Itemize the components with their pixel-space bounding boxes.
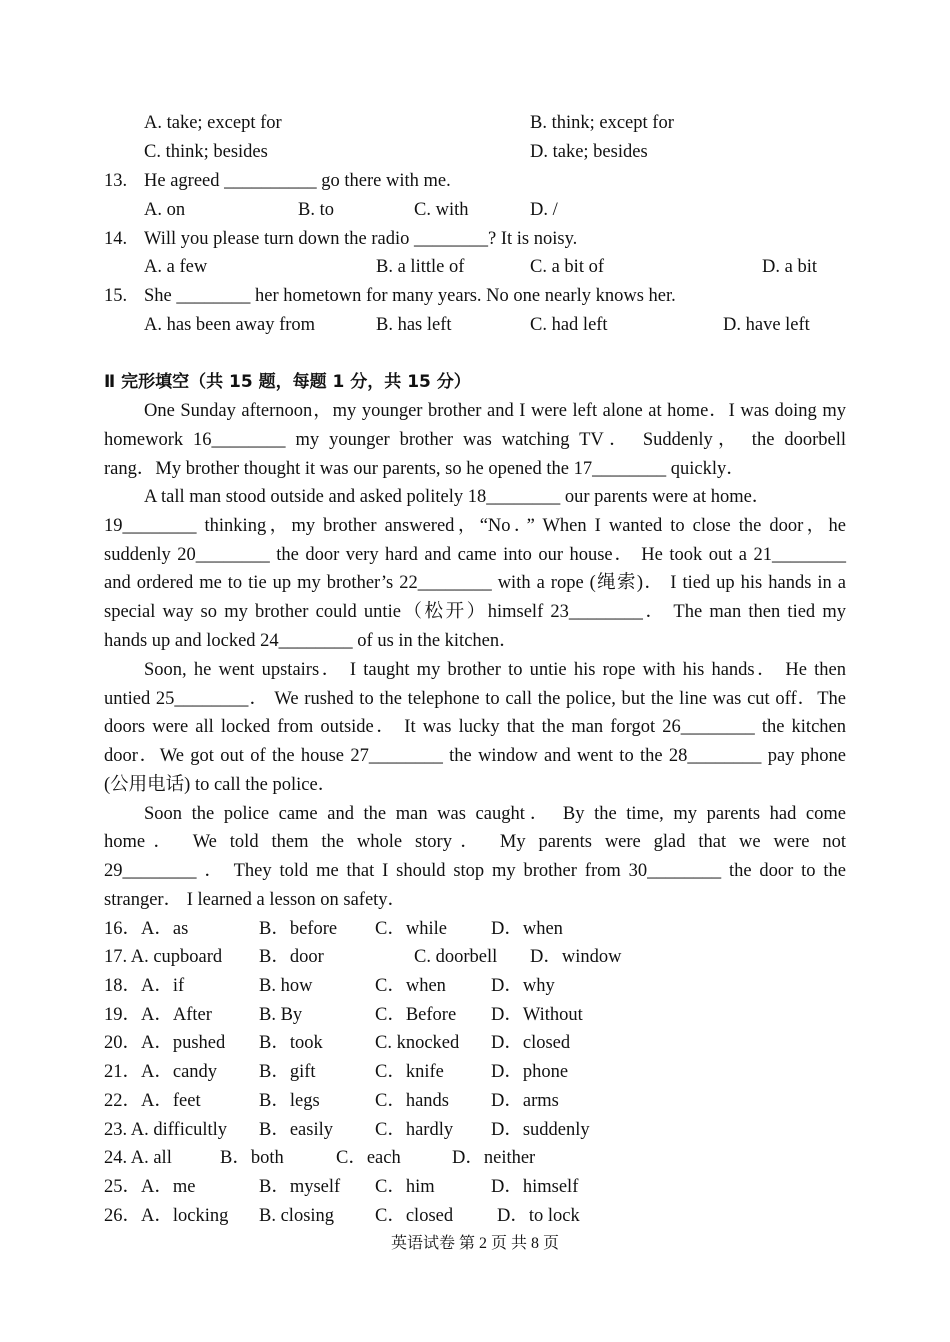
passage-line: rang．My brother thought it was our parents, so he opened the 17________ quickly． [104, 459, 745, 479]
choice-18-d: D．why [491, 976, 555, 996]
choice-18-a: 18．A．if [104, 976, 185, 996]
choice-25-b: B．myself [259, 1177, 341, 1197]
choice-20-c: C. knocked [375, 1033, 460, 1053]
choice-16-a: 16．A．as [104, 919, 189, 939]
choice-19-c: C．Before [375, 1005, 457, 1025]
choice-21-a: 21．A．candy [104, 1062, 218, 1082]
passage-line: home． We told them the whole story． My parents were glad that we were not [104, 832, 846, 852]
choice-23-c: C．hardly [375, 1120, 454, 1140]
choice-25-c: C．him [375, 1177, 435, 1197]
choice-16-d: D．when [491, 919, 563, 939]
q14-stem: Will you please turn down the radio ________? It is noisy. [144, 229, 578, 249]
page-footer: 英语试卷 第 2 页 共 8 页 [390, 1235, 559, 1252]
choice-23-b: B．easily [259, 1120, 333, 1140]
passage-line: door．We got out of the house 27________ the window and went to the 28________ pay phone [104, 746, 846, 766]
q14-option-c: C. a bit of [530, 257, 604, 277]
q12-option-b: B. think; except for [530, 113, 674, 133]
passage-line: hands up and locked 24________ of us in the kitchen． [104, 631, 518, 651]
passage-line: homework 16________ my younger brother was watching TV． Suddenly， the doorbell [104, 430, 846, 450]
choice-22-a: 22．A．feet [104, 1091, 201, 1111]
q15-option-d: D. have left [723, 315, 810, 335]
q15-option-c: C. had left [530, 315, 608, 335]
q13-stem: He agreed __________ go there with me. [144, 171, 451, 191]
passage-line: A tall man stood outside and asked politely 18________ our parents were at home． [144, 487, 771, 507]
choice-21-c: C．knife [375, 1062, 444, 1082]
q13-option-d: D. / [530, 200, 558, 220]
choice-19-d: D．Without [491, 1005, 583, 1025]
q14-number: 14. [104, 229, 128, 249]
choice-20-d: D．closed [491, 1033, 571, 1053]
passage-line: (公用电话) to call the police． [104, 775, 337, 795]
choice-16-c: C．while [375, 919, 447, 939]
choice-26-c: C．closed [375, 1206, 454, 1226]
choice-18-b: B. how [259, 976, 313, 996]
choice-20-a: 20．A．pushed [104, 1033, 226, 1053]
choice-21-b: B．gift [259, 1062, 316, 1082]
q12-option-d: D. take; besides [530, 142, 648, 162]
q14-option-d: D. a bit [762, 257, 817, 277]
choice-25-a: 25．A．me [104, 1177, 196, 1197]
choice-22-c: C．hands [375, 1091, 450, 1111]
choice-24-c: C．each [336, 1148, 401, 1168]
q13-number: 13. [104, 171, 128, 191]
passage-line: doors were all locked from outside． It was lucky that the man forgot 26________ the kitchen [104, 717, 846, 737]
choice-25-d: D．himself [491, 1177, 579, 1197]
q15-option-a: A. has been away from [144, 315, 316, 335]
choice-26-d: D．to lock [497, 1206, 580, 1226]
q15-number: 15. [104, 286, 128, 306]
choice-26-a: 26．A．locking [104, 1206, 229, 1226]
choice-21-d: D．phone [491, 1062, 569, 1082]
q15-option-b: B. has left [376, 315, 452, 335]
choice-17-b: B．door [259, 947, 324, 967]
q14-option-a: A. a few [144, 257, 208, 277]
choice-24-a: 24. A. all [104, 1148, 172, 1168]
passage-line: and ordered me to tie up my brother’s 22________ with a rope (绳索)． I tied up his hands in a [104, 573, 846, 593]
choice-17-c: C. doorbell [414, 947, 498, 967]
choice-16-b: B．before [259, 919, 338, 939]
choice-24-b: B．both [220, 1148, 284, 1168]
passage-line: Soon the police came and the man was caught． By the time, my parents had come [144, 804, 846, 824]
choice-22-b: B．legs [259, 1091, 320, 1111]
choice-19-b: B. By [259, 1005, 303, 1025]
choice-18-c: C．when [375, 976, 446, 996]
passage-line: One Sunday afternoon，my younger brother and I were left alone at home．I was doing my [144, 401, 846, 421]
choice-20-b: B．took [259, 1033, 323, 1053]
q13-option-a: A. on [144, 200, 186, 220]
passage-line: special way so my brother could untie（松开）himself 23________． The man then tied my [104, 602, 846, 622]
choice-22-d: D．arms [491, 1091, 559, 1111]
passage-line: untied 25________． We rushed to the telephone to call the police, but the line was cut off．The [104, 689, 846, 709]
choice-17-d: D．window [530, 947, 622, 967]
choice-23-a: 23. A. difficultly [104, 1120, 227, 1140]
choice-24-d: D．neither [452, 1148, 536, 1168]
choice-19-a: 19．A．After [104, 1005, 212, 1025]
q12-option-a: A. take; except for [144, 113, 282, 133]
choice-23-d: D．suddenly [491, 1120, 590, 1140]
passage-line: Soon, he went upstairs． I taught my brother to untie his rope with his hands． He then [144, 660, 846, 680]
section-2-title: Ⅱ 完形填空（共 15 题，每题 1 分，共 15 分） [104, 372, 471, 392]
passage-line: 29________ ． They told me that I should stop my brother from 30________ the door to the [104, 861, 846, 881]
choice-26-b: B. closing [259, 1206, 335, 1226]
q14-option-b: B. a little of [376, 257, 465, 277]
passage-line: 19________ thinking，my brother answered，“No．” When I wanted to close the door，he [104, 516, 846, 536]
passage-line: suddenly 20________ the door very hard and came into our house． He took out a 21________ [104, 545, 846, 565]
q12-option-c: C. think; besides [144, 142, 268, 162]
choice-17-a: 17. A. cupboard [104, 947, 223, 967]
q13-option-b: B. to [298, 200, 334, 220]
passage-line: stranger． I learned a lesson on safety． [104, 890, 407, 910]
q13-option-c: C. with [414, 200, 469, 220]
q15-stem: She ________ her hometown for many years. No one nearly knows her. [144, 286, 676, 306]
